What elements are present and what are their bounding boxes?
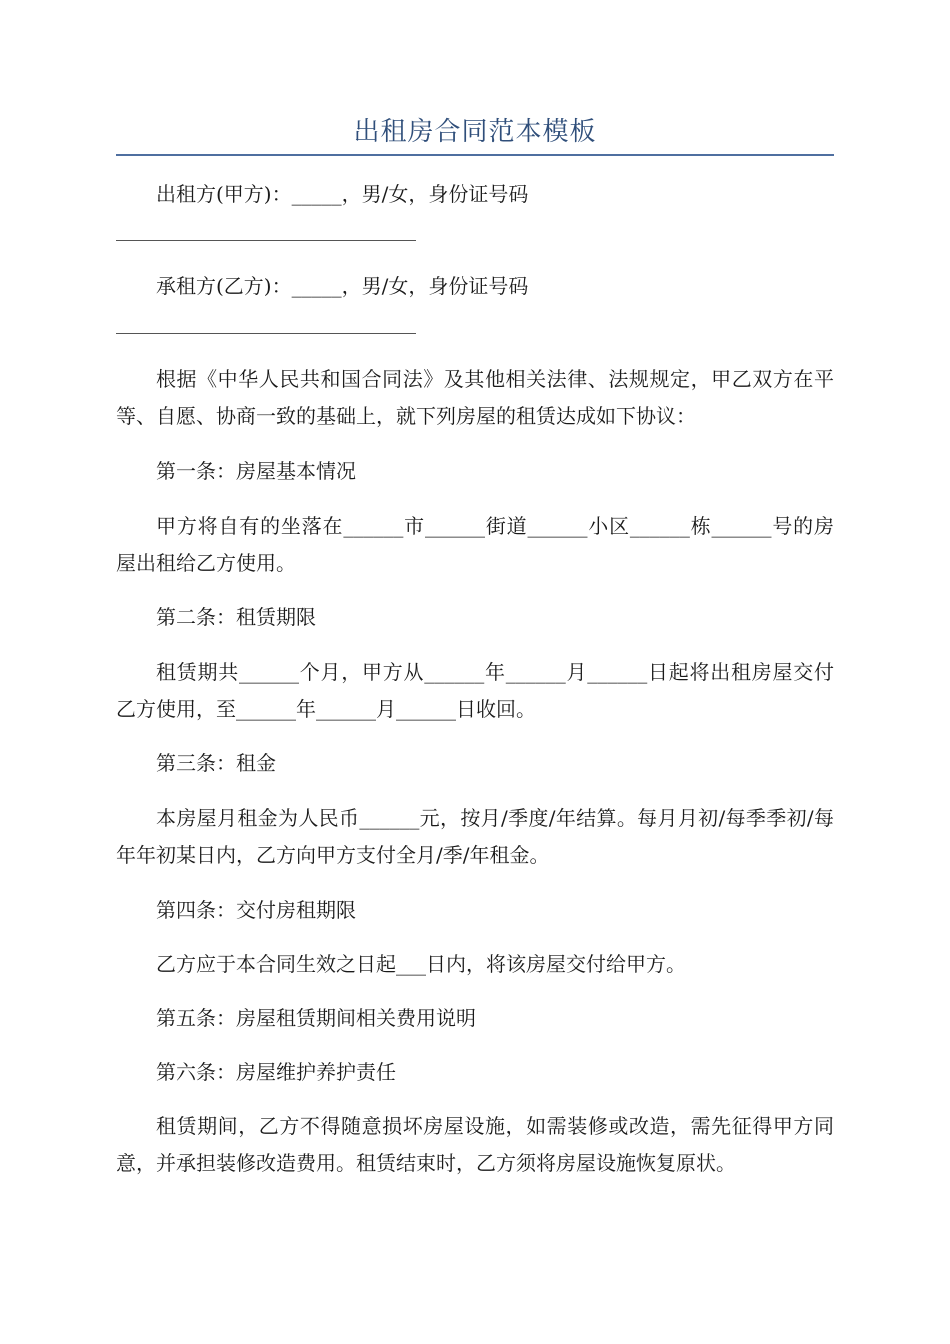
article-2-heading: 第二条：租赁期限 xyxy=(156,605,316,629)
lessee-id-blank-line xyxy=(116,333,416,334)
lessor-line: 出租方(甲方)：_____，男/女，身份证号码 xyxy=(156,182,529,206)
article-6-heading: 第六条：房屋维护养护责任 xyxy=(156,1060,396,1084)
intro-paragraph: 根据《中华人民共和国合同法》及其他相关法律、法规规定，甲乙双方在平等、自愿、协商一致的基础上，就下列房屋的租赁达成如下协议： xyxy=(116,367,834,428)
title-underline xyxy=(116,154,834,156)
article-2-body: 租赁期共______个月，甲方从______年______月______日起将出租房屋交付乙方使用，至______年______月______日收回。 xyxy=(116,660,834,721)
lessor-id-blank-line xyxy=(116,240,416,241)
article-4-heading: 第四条：交付房租期限 xyxy=(156,898,356,922)
article-4-body: 乙方应于本合同生效之日起___日内，将该房屋交付给甲方。 xyxy=(156,952,686,976)
article-5-heading: 第五条：房屋租赁期间相关费用说明 xyxy=(156,1006,476,1030)
lessee-line: 承租方(乙方)：_____，男/女，身份证号码 xyxy=(156,274,529,298)
article-3-body: 本房屋月租金为人民币______元，按月/季度/年结算。每月月初/每季季初/每年年初某日内，乙方向甲方支付全月/季/年租金。 xyxy=(116,806,834,867)
document-title: 出租房合同范本模板 xyxy=(353,117,597,147)
article-1-body: 甲方将自有的坐落在______市______街道______小区______栋______号的房屋出租给乙方使用。 xyxy=(116,514,834,575)
article-1-heading: 第一条：房屋基本情况 xyxy=(156,459,356,483)
article-6-body: 租赁期间，乙方不得随意损坏房屋设施，如需装修或改造，需先征得甲方同意，并承担装修改造费用。租赁结束时，乙方须将房屋设施恢复原状。 xyxy=(116,1114,834,1175)
article-3-heading: 第三条：租金 xyxy=(156,751,276,775)
